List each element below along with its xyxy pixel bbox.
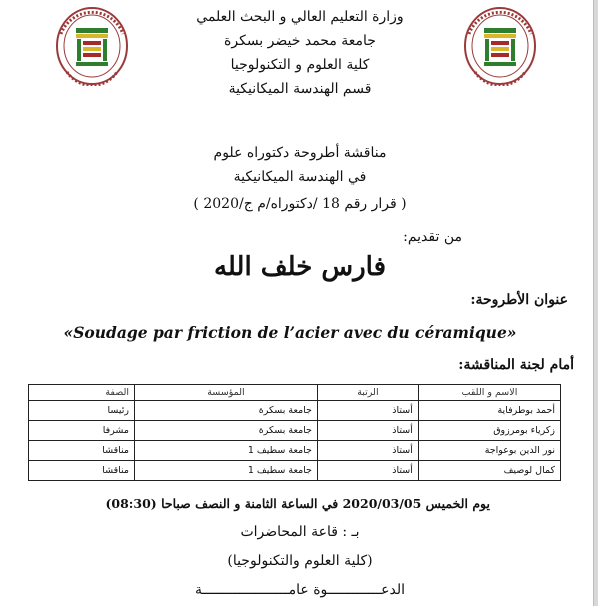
jury-member-name: كمال لوصيف [418,461,560,481]
university-seal-left [55,6,129,86]
jury-member-role: رئيسا [29,401,135,421]
jury-member-name: أحمد بوطرفاية [418,401,560,421]
jury-member-institution: جامعة بسكرة [134,421,317,441]
window-edge [594,0,598,606]
decision-number: ( قرار رقم 18 /دكتوراه/م ج/2020 ) [193,196,407,212]
defense-datetime: يوم الخميس 2020/03/05 في الساعة الثامنة و النصف صباحا (08:30) [105,496,490,511]
ministry-heading: وزارة التعليم العالي و البحث العلمي [196,9,404,25]
jury-member-rank: أستاذ [317,441,418,461]
university-seal-logo [463,6,537,86]
thesis-title: «Soudage par friction de l’acier avec du céramique» [63,323,517,342]
defense-venue: بـ : قاعة المحاضرات [240,524,360,540]
presented-by-label: من تقديم: [403,229,462,245]
faculty-heading: كلية العلوم و التكنولوجيا [230,57,370,73]
university-heading: جامعة محمد خيضر بسكرة [224,33,376,49]
public-invitation: الدعـــــــــــــوة عامـــــــــــــــــــــة [195,582,405,598]
table-row [29,421,561,441]
window-edge-line [593,0,594,606]
university-seal-right [463,6,537,86]
specialty: في الهندسة الميكانيكية [233,169,367,185]
jury-member-institution: جامعة سطيف 1 [134,461,317,481]
candidate-name: فارس خلف الله [213,252,387,282]
jury-member-name: نور الدين بوعواجة [418,441,560,461]
column-header-name: الاسم و اللقب [418,385,560,401]
thesis-label: عنوان الأطروحة: [470,292,568,308]
jury-header-row [29,385,561,401]
defense-title: مناقشة أطروحة دكتوراه علوم [213,145,387,161]
jury-member-rank: أستاذ [317,401,418,421]
jury-member-role: مناقشا [29,441,135,461]
table-row [29,401,561,421]
jury-label: أمام لجنة المناقشة: [458,357,574,373]
jury-member-institution: جامعة سطيف 1 [134,441,317,461]
jury-member-name: زكرياء بومرزوق [418,421,560,441]
jury-member-role: مشرفا [29,421,135,441]
university-seal-logo [55,6,129,86]
column-header-role: الصفة [29,385,135,401]
jury-member-role: مناقشا [29,461,135,481]
department-heading: قسم الهندسة الميكانيكية [228,81,372,97]
table-row [29,461,561,481]
jury-table [28,384,561,481]
column-header-institution: المؤسسة [134,385,317,401]
jury-member-rank: أستاذ [317,421,418,441]
column-header-rank: الرتبة [317,385,418,401]
jury-member-rank: أستاذ [317,461,418,481]
venue-building: (كلية العلوم والتكنولوجيا) [227,553,373,569]
table-row [29,441,561,461]
jury-member-institution: جامعة بسكرة [134,401,317,421]
